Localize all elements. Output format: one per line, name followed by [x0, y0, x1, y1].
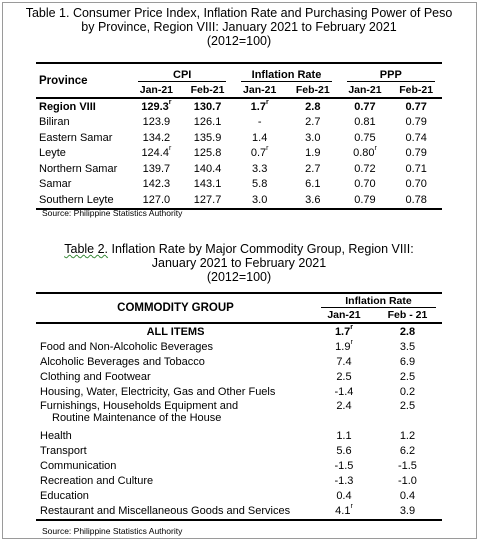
province-name: Northern Samar	[39, 162, 118, 175]
inflation-jan-value: 0.7$^r$	[250, 145, 269, 160]
cpi-feb-value: 135.9	[193, 131, 222, 144]
cpi-jan-value: 129.3$^r$	[141, 98, 172, 113]
table-row	[36, 146, 442, 162]
inflation-jan-value: 1.1	[336, 429, 352, 442]
header-inflation-feb: Feb-21	[286, 82, 340, 98]
revised-marker: r	[350, 323, 353, 331]
table2-source-note: Source: Philippine Statistics Authority	[42, 526, 183, 536]
header-commodity-group: COMMODITY GROUP	[36, 293, 315, 323]
cpi-feb-value: 127.7	[182, 192, 234, 209]
header-ppp-jan: Jan-21	[340, 82, 391, 98]
cpi-jan-value: 142.3	[142, 178, 171, 191]
header-ppp: PPP	[347, 69, 435, 82]
table-row	[36, 323, 442, 339]
inflation-feb-value: 2.7	[305, 116, 321, 129]
cpi-feb-value: 140.4	[193, 162, 222, 175]
inflation-feb-value: 3.9	[373, 504, 442, 520]
inflation-jan-value: -1.5	[334, 459, 354, 472]
header-feb: Feb - 21	[373, 308, 442, 323]
ppp-jan-value: 0.81	[354, 116, 376, 129]
province-name: Southern Leyte	[36, 192, 131, 209]
inflation-jan-value: 1.9$^r$	[335, 338, 353, 353]
revised-marker: r	[266, 145, 269, 153]
inflation-feb-value: 0.2	[399, 386, 416, 399]
table-row	[36, 385, 442, 400]
ppp-jan-value: 0.77	[354, 100, 376, 113]
cpi-feb-value: 130.7	[193, 100, 222, 113]
commodity-name: Recreation and Culture	[40, 475, 154, 488]
inflation-jan-value: 0.4	[336, 490, 352, 503]
table1-source-note: Source: Philippine Statistics Authority	[42, 208, 183, 218]
cpi-jan-value: 124.4$^r$	[141, 145, 172, 160]
inflation-jan-value: 3.0	[233, 192, 286, 209]
inflation-jan-value: 2.4	[336, 399, 352, 412]
province-name: Biliran	[39, 116, 70, 129]
table-row	[36, 489, 442, 504]
commodity-name: Housing, Water, Electricity, Gas and Other Fuels	[40, 386, 276, 399]
inflation-feb-value: 1.2	[399, 429, 416, 442]
table2-title	[6, 242, 472, 284]
inflation-feb-value: 2.5	[399, 371, 416, 384]
table-row	[36, 115, 442, 131]
header-cpi-feb: Feb-21	[182, 82, 234, 98]
table-row	[36, 428, 442, 443]
cpi-jan-value: 127.0	[131, 192, 182, 209]
inflation-feb-value: 1.9	[305, 147, 321, 160]
ppp-feb-value: 0.79	[405, 147, 427, 160]
inflation-feb-value: 6.9	[399, 355, 416, 368]
revised-marker: r	[374, 145, 377, 153]
cpi-feb-value: 143.1	[193, 178, 222, 191]
table-row	[36, 458, 442, 473]
inflation-feb-value: 3.5	[399, 340, 416, 353]
table-row	[36, 354, 442, 369]
inflation-jan-value: -1.3	[334, 475, 354, 488]
commodity-name: Food and Non-Alcoholic Beverages	[40, 340, 214, 353]
table-row	[36, 98, 442, 115]
table-row	[36, 192, 442, 209]
cpi-feb-value: 126.1	[193, 116, 222, 129]
inflation-jan-value: 1.4	[252, 131, 268, 144]
cpi-jan-value: 139.7	[142, 162, 171, 175]
table-row	[36, 177, 442, 193]
province-name: Leyte	[39, 147, 66, 160]
commodity-name: Transport	[40, 444, 87, 457]
commodity-name: ALL ITEMS	[146, 325, 205, 338]
revised-marker: r	[265, 98, 269, 106]
inflation-jan-value: 3.3	[252, 162, 268, 175]
inflation-feb-value: -1.5	[397, 459, 417, 472]
inflation-jan-value: 1.7$^r$	[250, 98, 269, 113]
table1-title-line1: Table 1. Consumer Price Index, Inflation Rate and Purchasing Power of Peso	[25, 6, 453, 20]
cpi-jan-value: 123.9	[142, 116, 171, 129]
inflation-feb-value: -1.0	[397, 475, 417, 488]
cpi-jan-value: 134.2	[142, 131, 171, 144]
revised-marker: r	[350, 503, 353, 511]
table-row	[36, 474, 442, 489]
ppp-jan-value: 0.72	[354, 162, 376, 175]
table-row	[36, 504, 442, 520]
inflation-feb-value: 6.2	[399, 444, 416, 457]
table2-title-line3: (2012=100)	[206, 270, 272, 284]
ppp-feb-value: 0.70	[405, 178, 427, 191]
province-name: Eastern Samar	[39, 131, 113, 144]
header-inflation-rate: Inflation Rate	[241, 69, 332, 82]
commodity-name: Restaurant and Miscellaneous Goods and Services	[36, 504, 315, 520]
header-ppp-feb: Feb-21	[390, 82, 442, 98]
table1-title	[6, 6, 472, 48]
commodity-name: Communication	[40, 459, 117, 472]
inflation-feb-value: 3.0	[305, 131, 321, 144]
inflation-jan-value: 4.1$^r$	[315, 504, 373, 520]
revised-marker: r	[168, 98, 172, 106]
table2-title-line2: January 2021 to February 2021	[151, 256, 327, 270]
ppp-feb-value: 0.77	[405, 100, 427, 113]
inflation-jan-value: 1.7$^r$	[334, 323, 353, 338]
inflation-jan-value: 5.8	[252, 178, 268, 191]
table-row	[36, 130, 442, 146]
revised-marker: r	[168, 145, 172, 153]
ppp-jan-value: 0.80$^r$	[353, 145, 377, 160]
ppp-feb-value: 0.71	[405, 162, 427, 175]
commodity-name: Education	[40, 490, 89, 503]
inflation-feb-value: 2.7	[305, 162, 321, 175]
ppp-feb-value: 0.74	[405, 131, 427, 144]
inflation-jan-value: 7.4	[336, 355, 352, 368]
cpi-feb-value: 125.8	[193, 147, 222, 160]
inflation-jan-value: 2.5	[336, 371, 352, 384]
table-row	[36, 339, 442, 354]
inflation-feb-value: 0.4	[399, 490, 416, 503]
ppp-jan-value: 0.70	[354, 178, 376, 191]
table2-title-line1: Inflation Rate by Major Commodity Group, Region VIII:	[108, 242, 414, 256]
commodity-name: Furnishings, Households Equipment and Routine Maintenance of the House	[36, 400, 315, 428]
ppp-feb-value: 0.79	[405, 116, 427, 129]
table-row	[36, 161, 442, 177]
inflation-jan-value: -1.4	[334, 386, 354, 399]
header-inflation-rate: Inflation Rate	[321, 295, 435, 308]
header-inflation-jan: Jan-21	[233, 82, 286, 98]
inflation-jan-value: -	[257, 116, 262, 129]
inflation-jan-value: 5.6	[336, 444, 352, 457]
province-name: Samar	[39, 178, 72, 191]
commodity-name: Health	[40, 429, 72, 442]
table-row	[36, 370, 442, 385]
table1-title-line2: by Province, Region VIII: January 2021 to February 2021	[81, 20, 397, 34]
table1-title-line3: (2012=100)	[206, 34, 272, 48]
province-name: Region VIII	[39, 100, 96, 113]
table2-title-tag: Table 2.	[64, 242, 109, 256]
table-row	[36, 400, 442, 428]
commodity-name: Alcoholic Beverages and Tobacco	[40, 355, 205, 368]
table2-inflation-by-commodity	[36, 292, 442, 521]
table1-cpi-inflation-ppp	[36, 62, 442, 210]
inflation-feb-value: 3.6	[286, 192, 340, 209]
header-province: Province	[36, 63, 131, 98]
commodity-name: Clothing and Footwear	[40, 371, 151, 384]
header-jan: Jan-21	[315, 308, 373, 323]
inflation-feb-value: 2.8	[399, 325, 416, 338]
header-cpi: CPI	[138, 69, 226, 82]
inflation-feb-value: 2.8	[305, 100, 321, 113]
inflation-feb-value: 6.1	[305, 178, 321, 191]
revised-marker: r	[350, 338, 353, 346]
commodity-name-continued: Routine Maintenance of the House	[52, 411, 222, 424]
ppp-jan-value: 0.79	[340, 192, 391, 209]
ppp-feb-value: 0.78	[390, 192, 442, 209]
inflation-feb-value: 2.5	[399, 399, 416, 412]
header-cpi-jan: Jan-21	[131, 82, 182, 98]
ppp-jan-value: 0.75	[354, 131, 376, 144]
table-row	[36, 443, 442, 458]
